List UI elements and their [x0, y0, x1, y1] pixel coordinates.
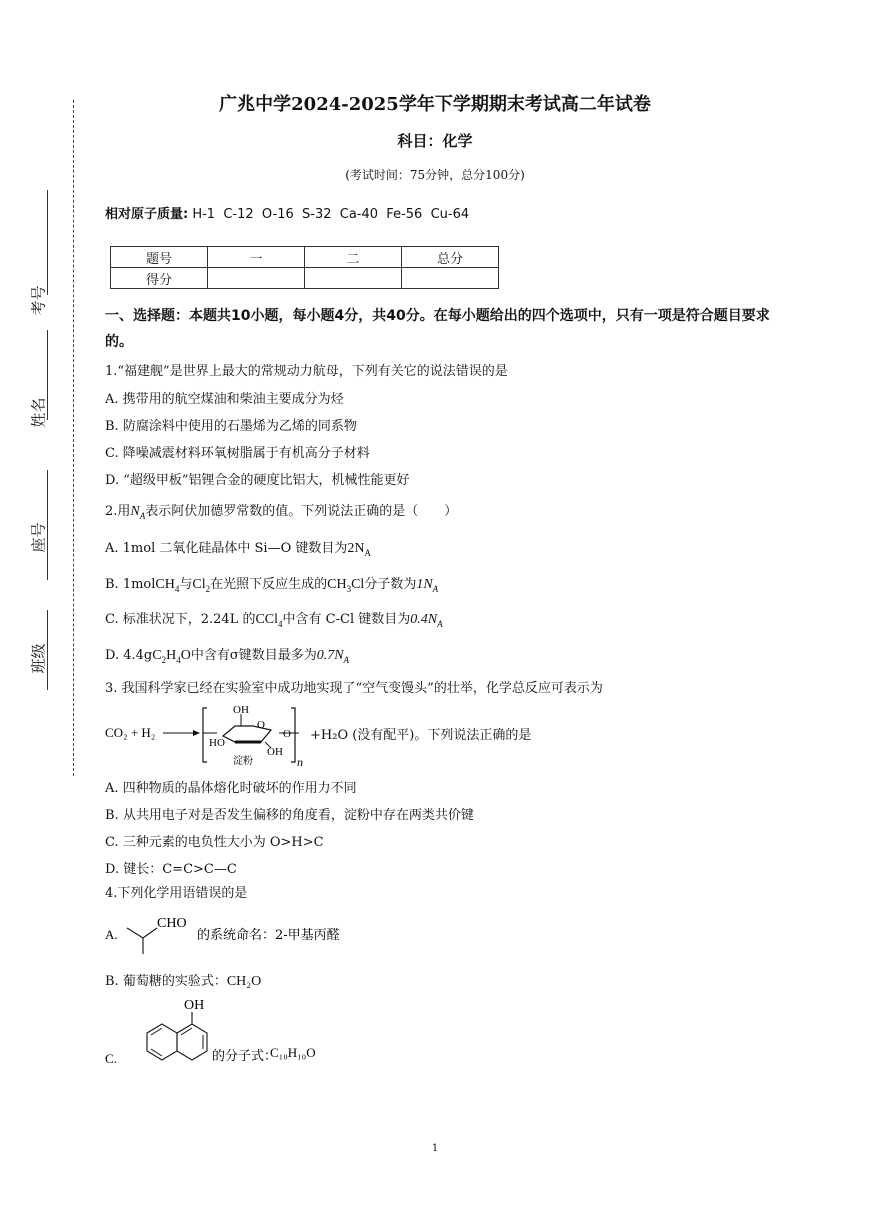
q4-c-text: 的分子式： — [212, 1049, 278, 1064]
q2-b-val: 1N — [416, 577, 433, 592]
q4-option-a — [105, 910, 465, 960]
naphthol-formula: C₁₀H₁₀O — [270, 1045, 316, 1060]
q3-reaction-equation — [105, 700, 665, 775]
ch4-text: CH — [155, 577, 175, 592]
score-cell: 一 — [208, 247, 305, 268]
q3-option-c: C. 三种元素的电负性大小为 O>H>C — [105, 835, 324, 850]
q4-c-label: C. — [105, 1051, 117, 1066]
ch4-formula — [155, 577, 179, 592]
q4-a-label: A. — [105, 927, 118, 942]
ch4-sub: 4 — [174, 583, 180, 594]
ch3cl-formula — [327, 577, 364, 592]
q2-c-val: 0.4N — [410, 612, 438, 627]
q2-b-text: B. 1mol — [105, 577, 156, 592]
oh-bottom: OH — [267, 746, 283, 758]
isobutanal-structure — [105, 910, 465, 960]
q1-option-c: C. 降噪减震材料环氧树脂属于有机高分子材料 — [105, 446, 370, 461]
q2-stem-post: 表示阿伏加德罗常数的值。下列说法正确的是（ ） — [145, 504, 458, 519]
cl-text: Cl — [351, 577, 365, 592]
glucose-empirical-formula: CH₂O — [226, 974, 262, 989]
left-bracket — [203, 708, 207, 762]
q1-option-b: B. 防腐涂料中使用的石墨烯为乙烯的同系物 — [105, 419, 357, 434]
q2-d-mid: 中含有σ键数目最多为 — [190, 648, 317, 663]
ring-oxygen: O — [257, 719, 265, 731]
isobutyl-skeleton — [127, 928, 157, 938]
q2-d-value — [317, 648, 349, 663]
polymer-n: n — [297, 755, 303, 769]
q2-c-sub: A — [437, 618, 443, 629]
score-input-cell[interactable] — [208, 268, 305, 289]
q2-option-a — [105, 537, 371, 558]
exam-title: 广兆中学2024-2025学年下学期期末考试高二年试卷 — [219, 94, 651, 115]
h-text: H — [166, 648, 177, 663]
class-label: 班级 — [29, 643, 48, 674]
ch3-sub: 3 — [346, 583, 352, 594]
q2-c-value — [410, 612, 442, 627]
score-table-header-row — [111, 247, 499, 268]
na-sub: A — [139, 510, 146, 521]
exam-no-label: 考号 — [29, 285, 48, 316]
naphthalene-ring-left — [147, 1024, 177, 1060]
q2-b-sub: A — [432, 583, 439, 594]
oh-top: OH — [233, 704, 249, 716]
score-input-cell[interactable] — [305, 268, 402, 289]
q2-b-mid1: 与 — [179, 577, 193, 592]
h-sub: 4 — [176, 654, 181, 665]
right-bracket — [291, 708, 295, 762]
q3-option-b: B. 从共用电子对是否发生偏移的角度看，淀粉中存在两类共价键 — [105, 808, 474, 823]
score-cell: 题号 — [111, 247, 208, 268]
page-number: 1 — [431, 1143, 439, 1154]
q3-stem: 3. 我国科学家已经在实验室中成功地实现了“空气变馒头”的壮举，化学总反应可表示为 — [105, 681, 603, 696]
c2h4o-formula — [152, 648, 191, 663]
score-table — [110, 246, 499, 289]
q2-a-text: A. 1mol 二氧化硅晶体中 Si—O 键数目为 — [105, 541, 348, 556]
q2-stem-pre: 2.用 — [105, 504, 131, 519]
naphthol-structure — [105, 995, 465, 1075]
q4-option-b — [105, 970, 261, 990]
exam-subject: 科目：化学 — [397, 132, 473, 150]
cl2-sub: 2 — [205, 583, 211, 594]
atomic-masses-values: H-1 C-12 O-16 S-32 Ca-40 Fe-56 Cu-64 — [192, 207, 470, 222]
q2-d-val: 0.7N — [316, 648, 344, 663]
q2-b-mid3: 分子数为 — [364, 577, 417, 592]
atomic-masses-label: 相对原子质量: — [105, 207, 189, 222]
q1-stem: 1.“福建舰”是世界上最大的常规动力航母，下列有关它的说法错误的是 — [105, 364, 508, 379]
ccl4-sub: 4 — [278, 618, 283, 629]
section1-heading: 一、选择题：本题共10小题，每小题4分，共40分。在每小题给出的四个选项中，只有一项是符合题目要求的。 — [105, 308, 770, 350]
starch-label: 淀粉 — [233, 756, 253, 767]
score-table-score-row — [111, 268, 499, 289]
na-symbol — [130, 504, 145, 519]
cl2-formula — [192, 577, 210, 592]
q2-option-c — [105, 608, 443, 629]
ho-left: HO — [209, 737, 225, 749]
q2-stem — [105, 500, 457, 521]
q4-a-text: 的系统命名：2-甲基丙醛 — [197, 928, 340, 943]
q2-option-b — [105, 573, 438, 594]
c-text: C — [152, 648, 162, 663]
q4-stem: 4.下列化学用语错误的是 — [105, 886, 248, 901]
seat-label: 座号 — [29, 522, 48, 553]
exam-time-info: (考试时间：75分钟，总分100分) — [345, 168, 525, 182]
name-label: 姓名 — [29, 397, 48, 428]
q2-d-text: D. 4.4g — [105, 648, 153, 663]
q2-a-val: 2N — [347, 541, 365, 556]
atomic-masses — [105, 203, 469, 222]
q2-a-value — [347, 541, 371, 556]
ccl4-formula — [255, 612, 282, 627]
score-input-cell[interactable] — [402, 268, 499, 289]
q2-d-sub: A — [343, 654, 350, 665]
na-letter: N — [130, 504, 140, 519]
cho-group: CHO — [157, 916, 187, 931]
binding-dashed-line — [73, 100, 74, 776]
score-cell: 总分 — [402, 247, 499, 268]
q2-b-value — [416, 577, 438, 592]
q3-option-d: D. 键长：C=C>C—C — [105, 862, 237, 877]
c-sub: 2 — [161, 654, 167, 665]
reactants-text: CO₂ + H₂ — [105, 725, 156, 740]
ccl4-text: CCl — [255, 612, 279, 627]
q2-c-mid: 中含有 C-Cl 键数目为 — [282, 612, 411, 627]
glycosidic-oxygen: O — [283, 728, 291, 740]
q3-option-a: A. 四种物质的晶体熔化时破坏的作用力不同 — [105, 781, 357, 796]
score-cell: 得分 — [111, 268, 208, 289]
exam-no-fill-line — [47, 190, 48, 295]
q1-option-d: D. “超级甲板”铝锂合金的硬度比铝大，机械性能更好 — [105, 473, 410, 488]
reaction-arrowhead — [193, 730, 200, 736]
q2-option-d — [105, 644, 349, 665]
q4-option-c — [105, 995, 465, 1075]
q2-a-sub: A — [364, 547, 371, 558]
q2-c-text: C. 标准状况下，2.24L 的 — [105, 612, 256, 627]
naphthol-oh: OH — [184, 998, 205, 1013]
reaction-tail-text: +H₂O (没有配平)。下列说法正确的是 — [310, 728, 532, 743]
cl2-text: Cl — [192, 577, 206, 592]
score-cell: 二 — [305, 247, 402, 268]
q2-b-mid2: 在光照下反应生成的 — [210, 577, 328, 592]
q1-option-a: A. 携带用的航空煤油和柴油主要成分为烃 — [105, 392, 344, 407]
o-text: O — [180, 648, 191, 663]
q4-b-text: B. 葡萄糖的实验式： — [105, 974, 227, 989]
ch3-text: CH — [327, 577, 347, 592]
